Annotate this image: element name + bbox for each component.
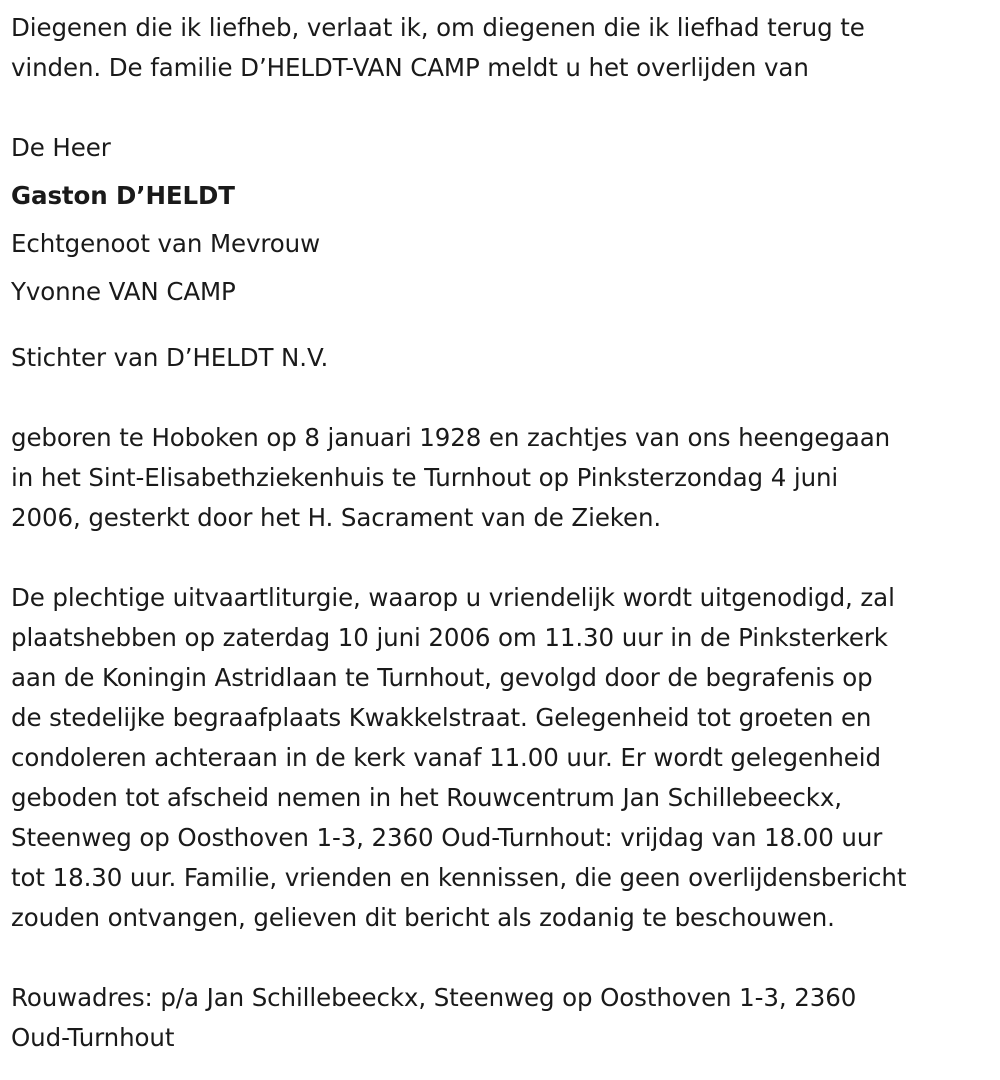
deceased-title: De Heer [11, 133, 111, 162]
address-paragraph [11, 978, 986, 1058]
birth-death-paragraph [11, 418, 986, 538]
funeral-line: zouden ontvangen, gelieven dit bericht als zodanig te beschouwen. [11, 903, 835, 932]
birth-death-line: in het Sint-Elisabethziekenhuis te Turnhout op Pinksterzondag 4 juni [11, 463, 839, 492]
funeral-line: tot 18.30 uur. Familie, vrienden en kennissen, die geen overlijdensbericht [11, 863, 907, 892]
obituary-document [11, 8, 986, 1058]
address-line: Rouwadres: p/a Jan Schillebeeckx, Steenweg op Oosthoven 1-3, 2360 [11, 983, 857, 1012]
founder-paragraph [11, 338, 986, 378]
intro-line: vinden. De familie D’HELDT-VAN CAMP meldt u het overlijden van [11, 53, 809, 82]
address-line: Oud-Turnhout [11, 1023, 175, 1052]
birth-death-line: 2006, gesterkt door het H. Sacrament van de Zieken. [11, 503, 662, 532]
founder-line: Stichter van D’HELDT N.V. [11, 343, 329, 372]
spouse-name: Yvonne VAN CAMP [11, 277, 236, 306]
spouse-line: Echtgenoot van Mevrouw [11, 229, 321, 258]
deceased-block [11, 128, 986, 320]
funeral-line: aan de Koningin Astridlaan te Turnhout, gevolgd door de begrafenis op [11, 663, 873, 692]
deceased-name: Gaston D’HELDT [11, 181, 235, 210]
intro-line: Diegenen die ik liefheb, verlaat ik, om diegenen die ik liefhad terug te [11, 13, 865, 42]
funeral-line: condoleren achteraan in de kerk vanaf 11.00 uur. Er wordt gelegenheid [11, 743, 881, 772]
funeral-line: Steenweg op Oosthoven 1-3, 2360 Oud-Turnhout: vrijdag van 18.00 uur [11, 823, 883, 852]
birth-death-line: geboren te Hoboken op 8 januari 1928 en zachtjes van ons heengegaan [11, 423, 891, 452]
funeral-line: De plechtige uitvaartliturgie, waarop u vriendelijk wordt uitgenodigd, zal [11, 583, 895, 612]
intro-paragraph [11, 8, 986, 88]
funeral-line: de stedelijke begraafplaats Kwakkelstraat. Gelegenheid tot groeten en [11, 703, 872, 732]
funeral-line: plaatshebben op zaterdag 10 juni 2006 om 11.30 uur in de Pinksterkerk [11, 623, 888, 652]
funeral-paragraph [11, 578, 986, 938]
funeral-line: geboden tot afscheid nemen in het Rouwcentrum Jan Schillebeeckx, [11, 783, 842, 812]
